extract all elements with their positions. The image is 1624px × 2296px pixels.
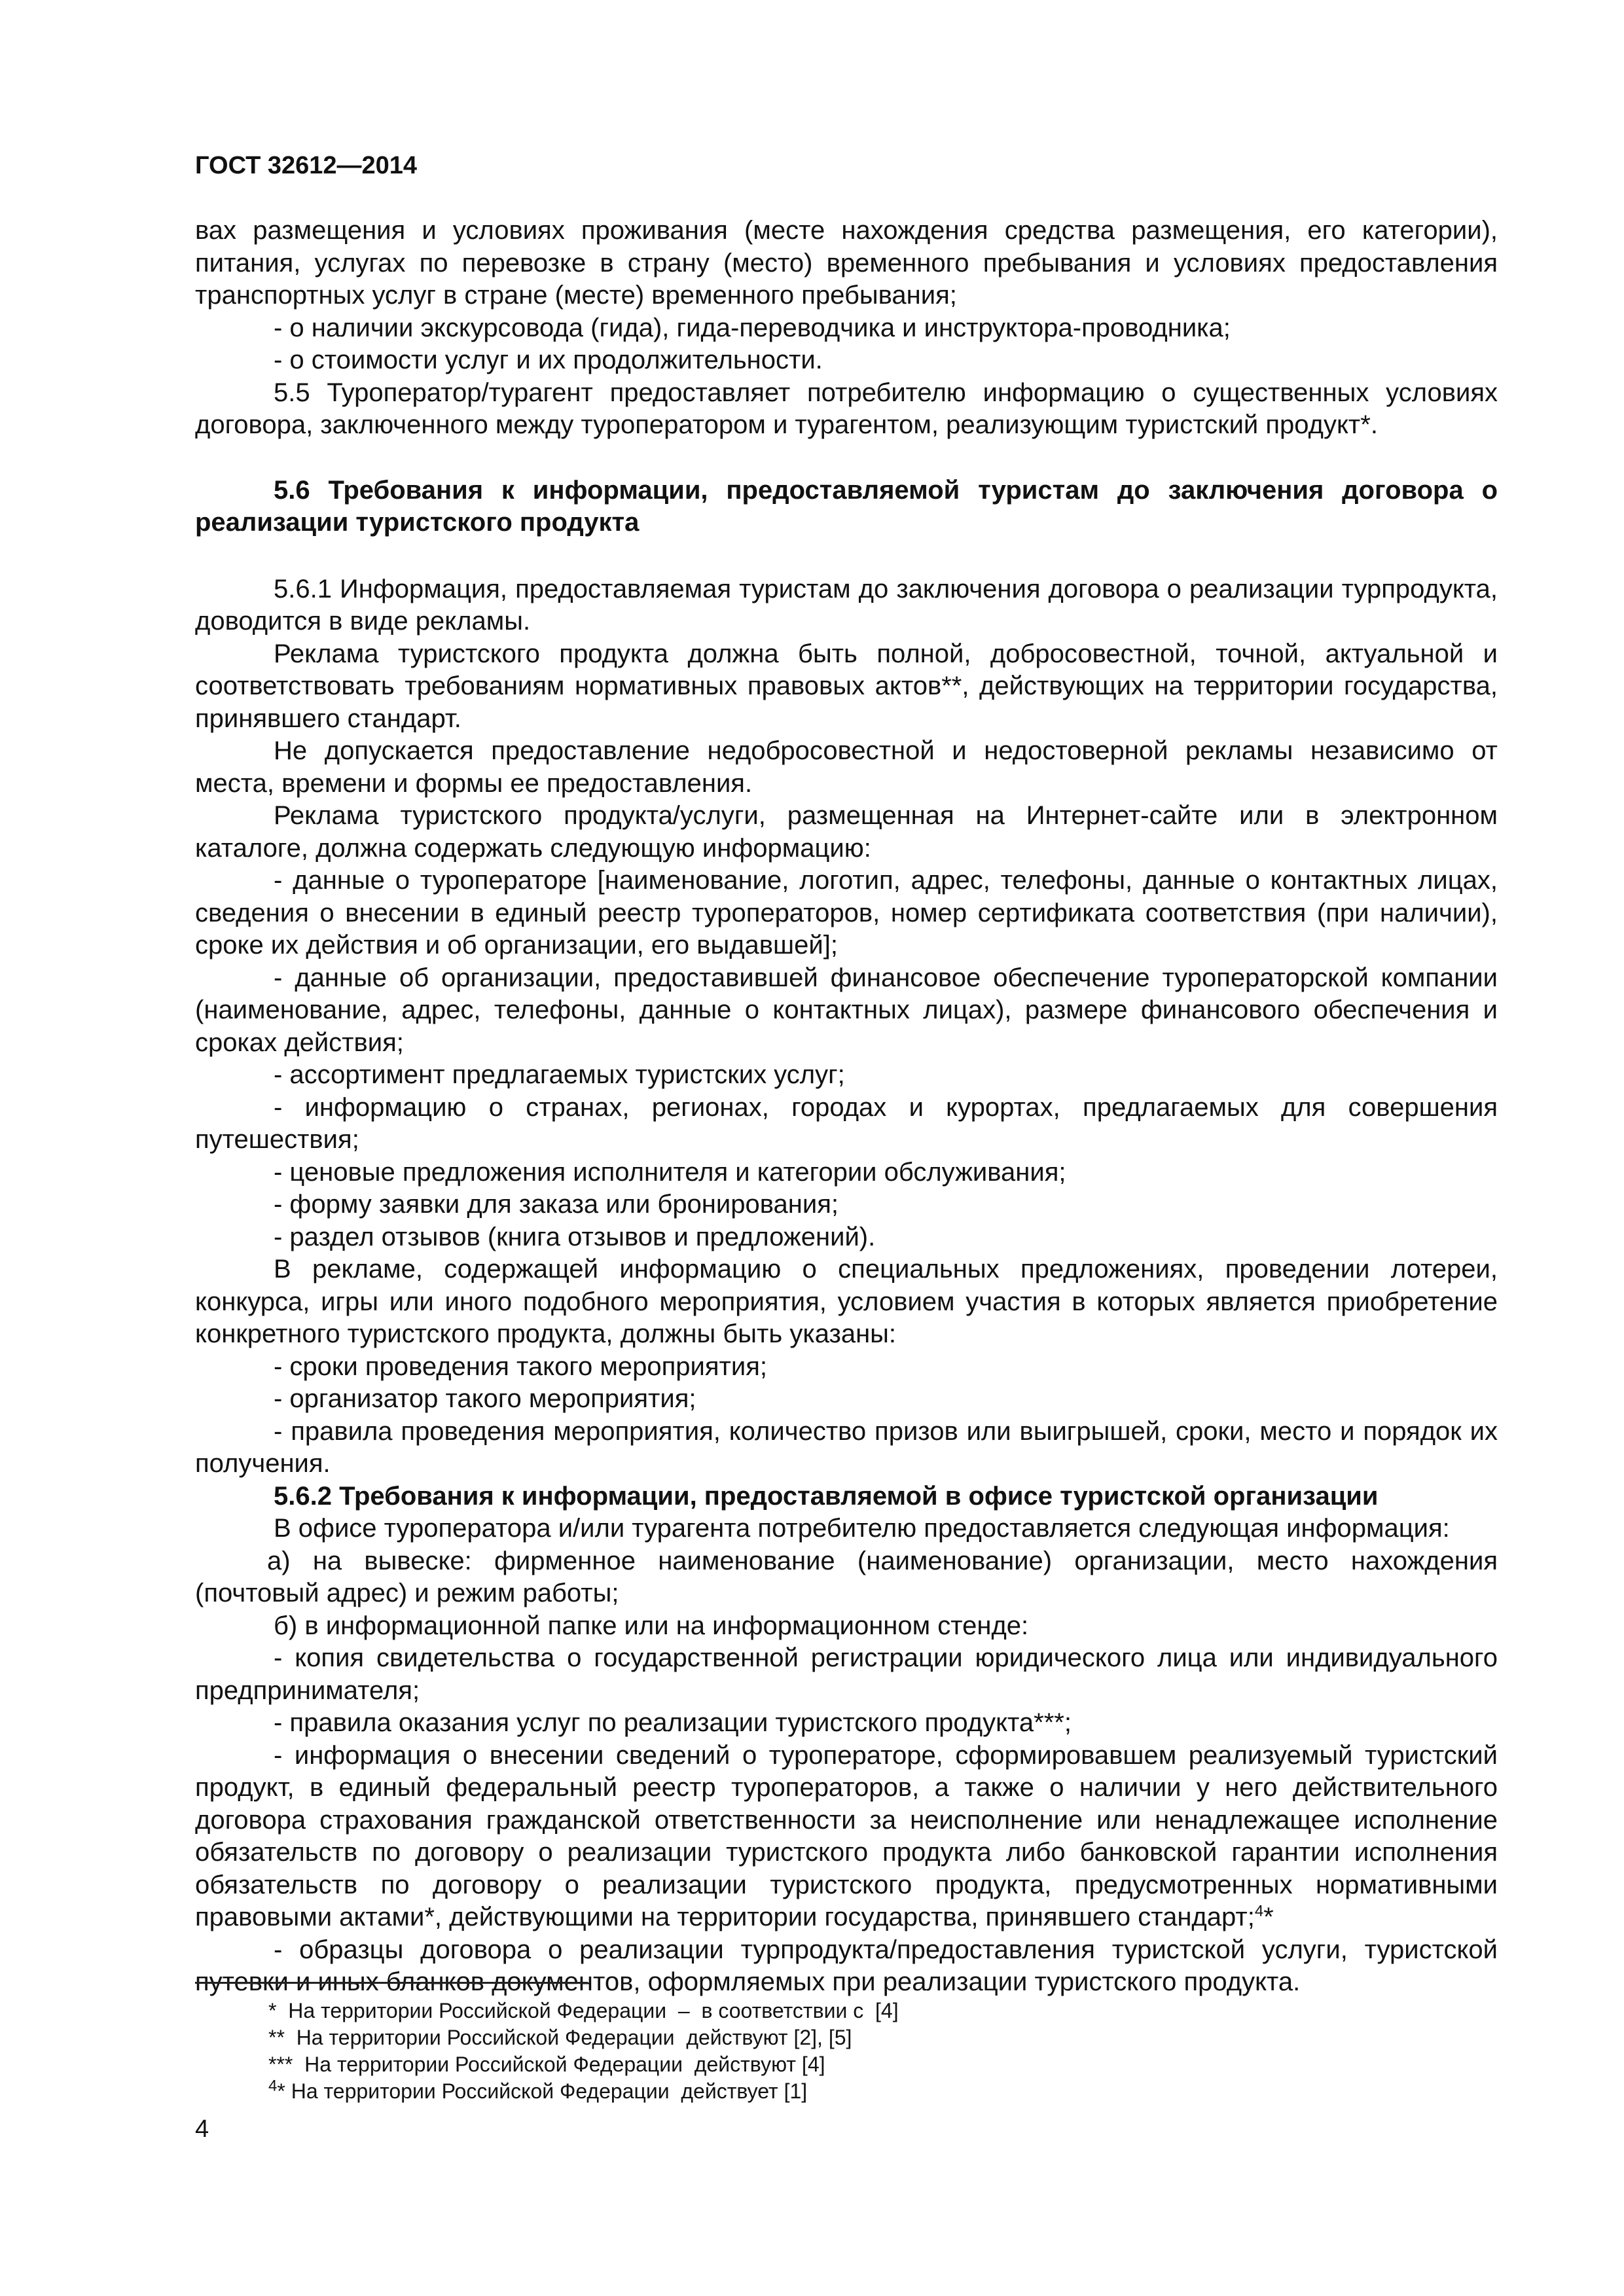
list-item: - правила проведения мероприятия, количество призов или выигрышей, сроки, место и порядок их получения.	[195, 1416, 1498, 1478]
paragraph: вах размещения и условиях проживания (месте нахождения средства размещения, его категории), питания, услугах по перевозке в страну (место) временного пребывания и условиях предоставления транспортных услуг в стране (месте) временного пребывания;	[195, 216, 1498, 310]
list-item: а) на вывеске: фирменное наименование (наименование) организации, место нахождения (почтовый адрес) и режим работы;	[195, 1546, 1498, 1607]
list-item: - данные о туроператоре [наименование, логотип, адрес, телефоны, данные о контактных лицах, сведения о внесении в единый реестр туроператоров, номер сертификата соответствия (при наличии), сроке их действия и об организации, его выдавшей];	[195, 866, 1498, 960]
list-item-text: - информация о внесении сведений о туроператоре, сформировавшем реализуемый туристский продукт, в единый федеральный реестр туроператоров, а также о наличии у него действительного договора страхования гражданской ответственности за неисполнение или ненадлежащее исполнение обязательств по договору о реализации туристского продукта либо банковской гарантии исполнения обязательств по договору о реализации туристского продукта, предусмотренных нормативными правовыми актами*, действующими на территории государства, принявшего стандарт;	[195, 1740, 1498, 1931]
list-item: - сроки проведения такого мероприятия;	[274, 1352, 767, 1381]
paragraph: Реклама туристского продукта/услуги, размещенная на Интернет-сайте или в электронном каталоге, должна содержать следующую информацию:	[195, 801, 1498, 863]
paragraph: 5.6.1 Информация, предоставляемая туристам до заключения договора о реализации турпродукта, доводится в виде рекламы.	[195, 574, 1498, 636]
list-item: - информацию о странах, регионах, городах и курортах, предлагаемых для совершения путешествия;	[195, 1092, 1498, 1154]
list-item: - о наличии экскурсовода (гида), гида-переводчика и инструктора-проводника;	[274, 313, 1231, 342]
list-item: - образцы договора о реализации турпродукта/предоставления туристской услуги, туристской путевки и иных бланков документов, оформляемых при реализации туристского продукта.	[195, 1935, 1498, 1996]
list-item: - ассортимент предлагаемых туристских услуг;	[274, 1060, 845, 1089]
footnote: * На территории Российской Федерации – в соответствии с [4]	[268, 1999, 899, 2022]
list-item: - копия свидетельства о государственной регистрации юридического лица или индивидуального предпринимателя;	[195, 1643, 1498, 1705]
footnote-text: * На территории Российской Федерации действует [1]	[277, 2079, 808, 2103]
list-item: - раздел отзывов (книга отзывов и предложений).	[274, 1222, 876, 1251]
footnotes	[268, 1998, 899, 2105]
list-item: - данные об организации, предоставившей финансовое обеспечение туроператорской компании (наименование, адрес, телефоны, данные о контактных лицах), размере финансового обеспечения и сроках действия;	[195, 963, 1498, 1057]
list-item: - ценовые предложения исполнителя и категории обслуживания;	[274, 1157, 1066, 1187]
page-number: 4	[195, 2115, 209, 2143]
paragraph: В офисе туроператора и/или турагента потребителю предоставляется следующая информация:	[274, 1514, 1450, 1543]
footnote	[268, 2078, 899, 2105]
section-heading: 5.6 Требования к информации, предоставляемой туристам до заключения договора о реализации туристского продукта	[195, 475, 1498, 537]
footnote: *** На территории Российской Федерации действуют [4]	[268, 2053, 825, 2076]
list-item: б) в информационной папке или на информационном стенде:	[274, 1611, 1029, 1640]
subsection-heading: 5.6.2 Требования к информации, предоставляемой в офисе туристской организации	[274, 1481, 1379, 1511]
list-item-with-footnote	[195, 1740, 1498, 1934]
list-item: - организатор такого мероприятия;	[274, 1384, 696, 1413]
footnote-ref: 4	[1254, 1902, 1264, 1920]
list-item: - форму заявки для заказа или бронирования;	[274, 1190, 839, 1219]
list-item: - о стоимости услуг и их продолжительности.	[274, 346, 823, 374]
footnote-divider	[195, 1982, 588, 1984]
footnote-ref-star: *	[1263, 1903, 1274, 1931]
page-body	[195, 215, 1498, 1999]
paragraph: Не допускается предоставление недобросовестной и недостоверной рекламы независимо от места, времени и формы ее предоставления.	[195, 736, 1498, 798]
footnote: ** На территории Российской Федерации действуют [2], [5]	[268, 2026, 852, 2049]
footnote-number: 4	[268, 2077, 278, 2095]
paragraph: 5.5 Туроператор/турагент предоставляет потребителю информацию о существенных условиях договора, заключенного между туроператором и турагентом, реализующим туристский продукт*.	[195, 378, 1498, 439]
standard-header: ГОСТ 32612—2014	[195, 152, 418, 179]
paragraph: Реклама туристского продукта должна быть полной, добросовестной, точной, актуальной и соответствовать требованиям нормативных правовых актов**, действующих на территории государства, принявшего стандарт.	[195, 639, 1498, 733]
list-item: - правила оказания услуг по реализации туристского продукта***;	[274, 1708, 1072, 1737]
paragraph: В рекламе, содержащей информацию о специальных предложениях, проведении лотереи, конкурса, игры или иного подобного мероприятия, условием участия в которых является приобретение конкретного туристского продукта, должны быть указаны:	[195, 1255, 1498, 1348]
